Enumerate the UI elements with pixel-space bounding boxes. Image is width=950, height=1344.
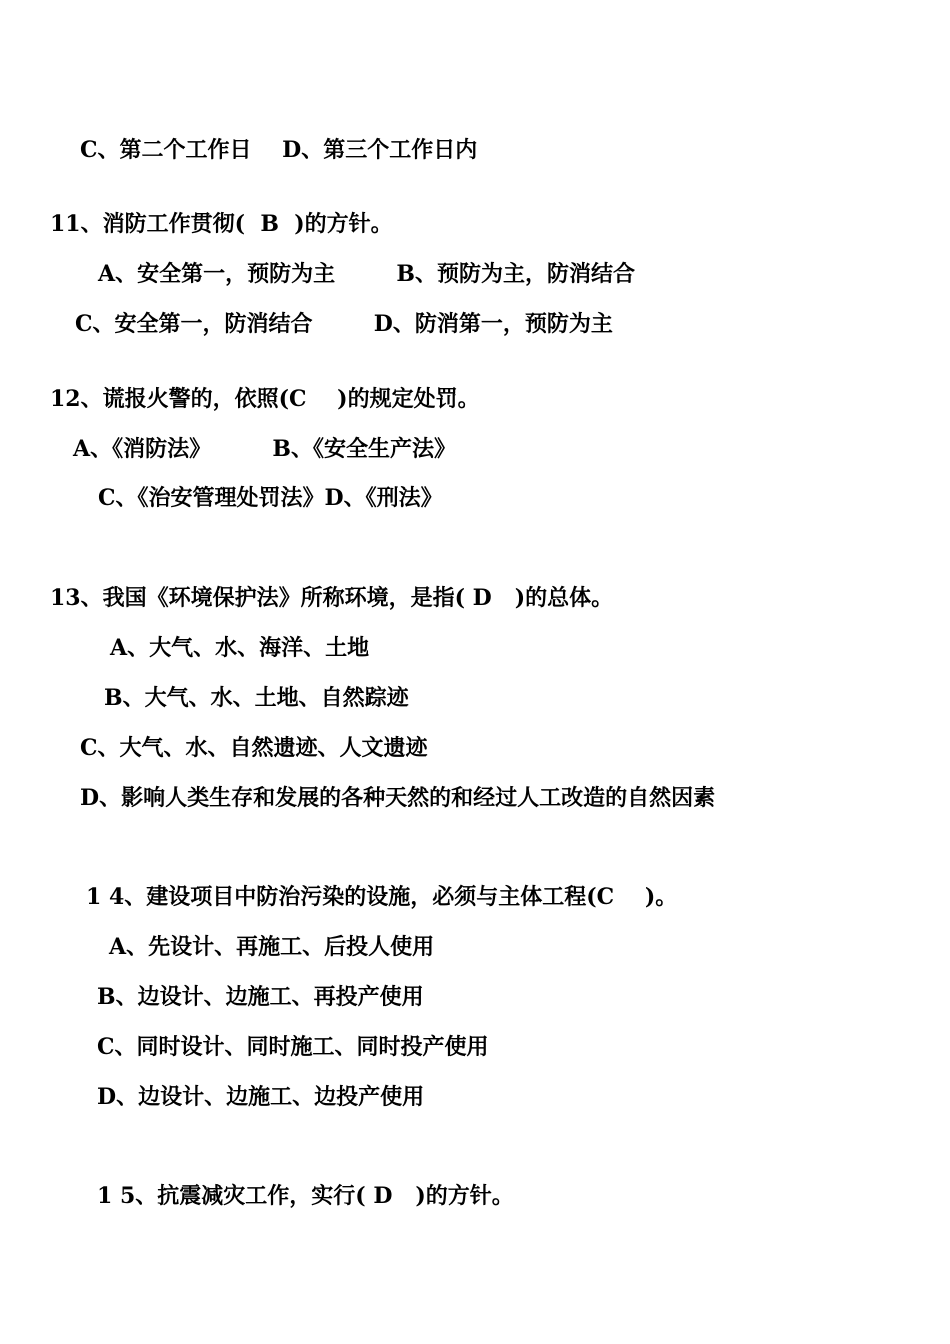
q13-option-c: C、大气、水、自然遗迹、人文遗迹 bbox=[80, 735, 428, 761]
q12-options-cd: C、《治安管理处罚法》D、《刑法》 bbox=[98, 485, 443, 511]
q13-option-d: D、影响人类生存和发展的各种天然的和经过人工改造的自然因素 bbox=[80, 785, 716, 811]
q14-option-c: C、同时设计、同时施工、同时投产使用 bbox=[97, 1034, 489, 1060]
q11-options-cd: C、安全第一，防消结合 D、防消第一，预防为主 bbox=[75, 311, 613, 337]
q14-option-d: D、边设计、边施工、边投产使用 bbox=[97, 1084, 425, 1110]
q13-option-a: A、大气、水、海洋、土地 bbox=[110, 635, 370, 661]
q12-options-ab: A、《消防法》 B、《安全生产法》 bbox=[73, 436, 456, 462]
q15-question: 1 5、抗震减灾工作，实行( D )的方针。 bbox=[97, 1183, 514, 1209]
q12-question: 12、谎报火警的，依照(C )的规定处罚。 bbox=[50, 386, 480, 412]
q14-option-b: B、边设计、边施工、再投产使用 bbox=[97, 984, 424, 1010]
q11-options-ab: A、安全第一，预防为主 B、预防为主，防消结合 bbox=[98, 261, 635, 287]
q14-question: 1 4、建设项目中防治污染的设施，必须与主体工程(C )。 bbox=[86, 884, 678, 910]
q14-option-a: A、先设计、再施工、后投人使用 bbox=[109, 934, 435, 960]
q13-option-b: B、大气、水、土地、自然踪迹 bbox=[104, 685, 409, 711]
q13-question: 13、我国《环境保护法》所称环境，是指( D )的总体。 bbox=[50, 585, 614, 611]
q11-question: 11、消防工作贯彻( B )的方针。 bbox=[50, 211, 393, 237]
q10-options-cd: C、第二个工作日 D、第三个工作日内 bbox=[80, 137, 478, 163]
